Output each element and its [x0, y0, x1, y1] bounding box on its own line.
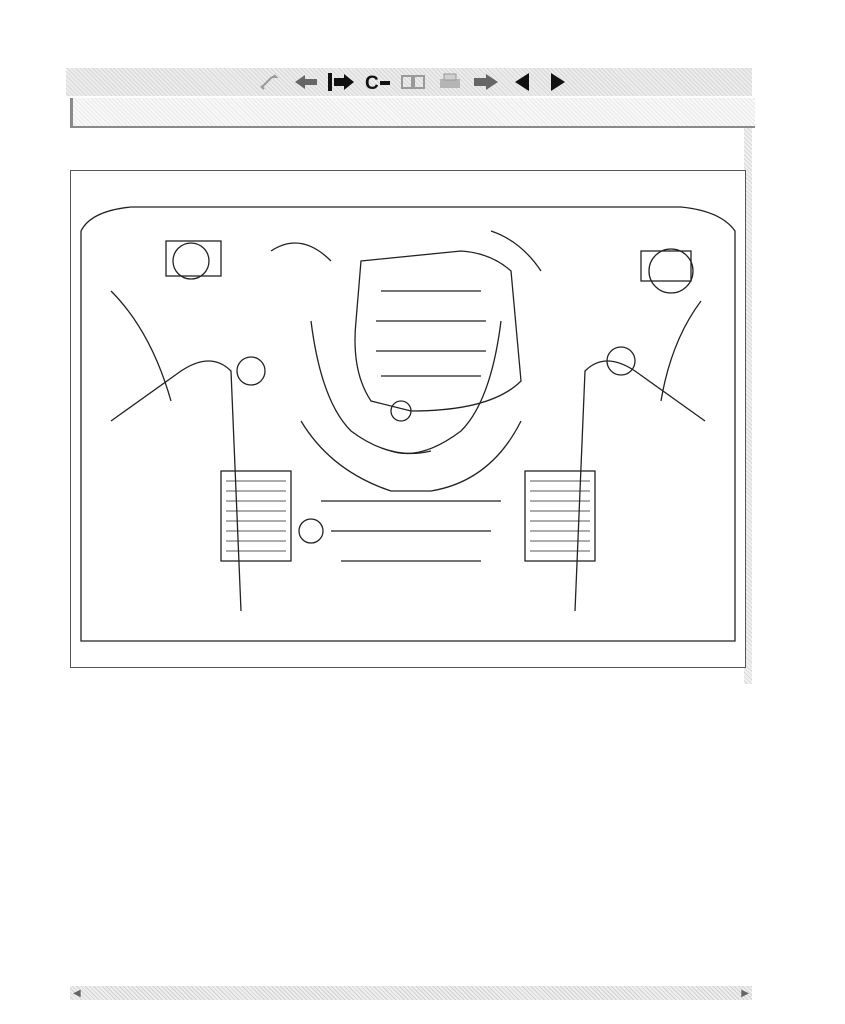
refresh-icon[interactable]	[360, 69, 396, 95]
back-arrow-icon[interactable]	[288, 69, 324, 95]
horizontal-scrollbar[interactable]	[70, 986, 752, 1000]
engine-compartment-drawing	[71, 171, 745, 667]
forward-arrow-icon[interactable]	[468, 69, 504, 95]
link-icon[interactable]	[396, 69, 432, 95]
svg-text:C: C	[365, 73, 379, 93]
goto-icon[interactable]	[324, 69, 360, 95]
scroll-left-icon[interactable]: ◀	[73, 987, 81, 999]
prev-page-icon[interactable]	[504, 69, 540, 95]
print-icon[interactable]	[432, 69, 468, 95]
wrench-icon[interactable]	[252, 69, 288, 95]
section-title-bar	[70, 98, 755, 128]
engine-diagram	[70, 170, 746, 668]
scroll-right-icon[interactable]: ▶	[741, 987, 749, 999]
esm-toolbar	[66, 68, 752, 96]
next-page-icon[interactable]	[540, 69, 576, 95]
